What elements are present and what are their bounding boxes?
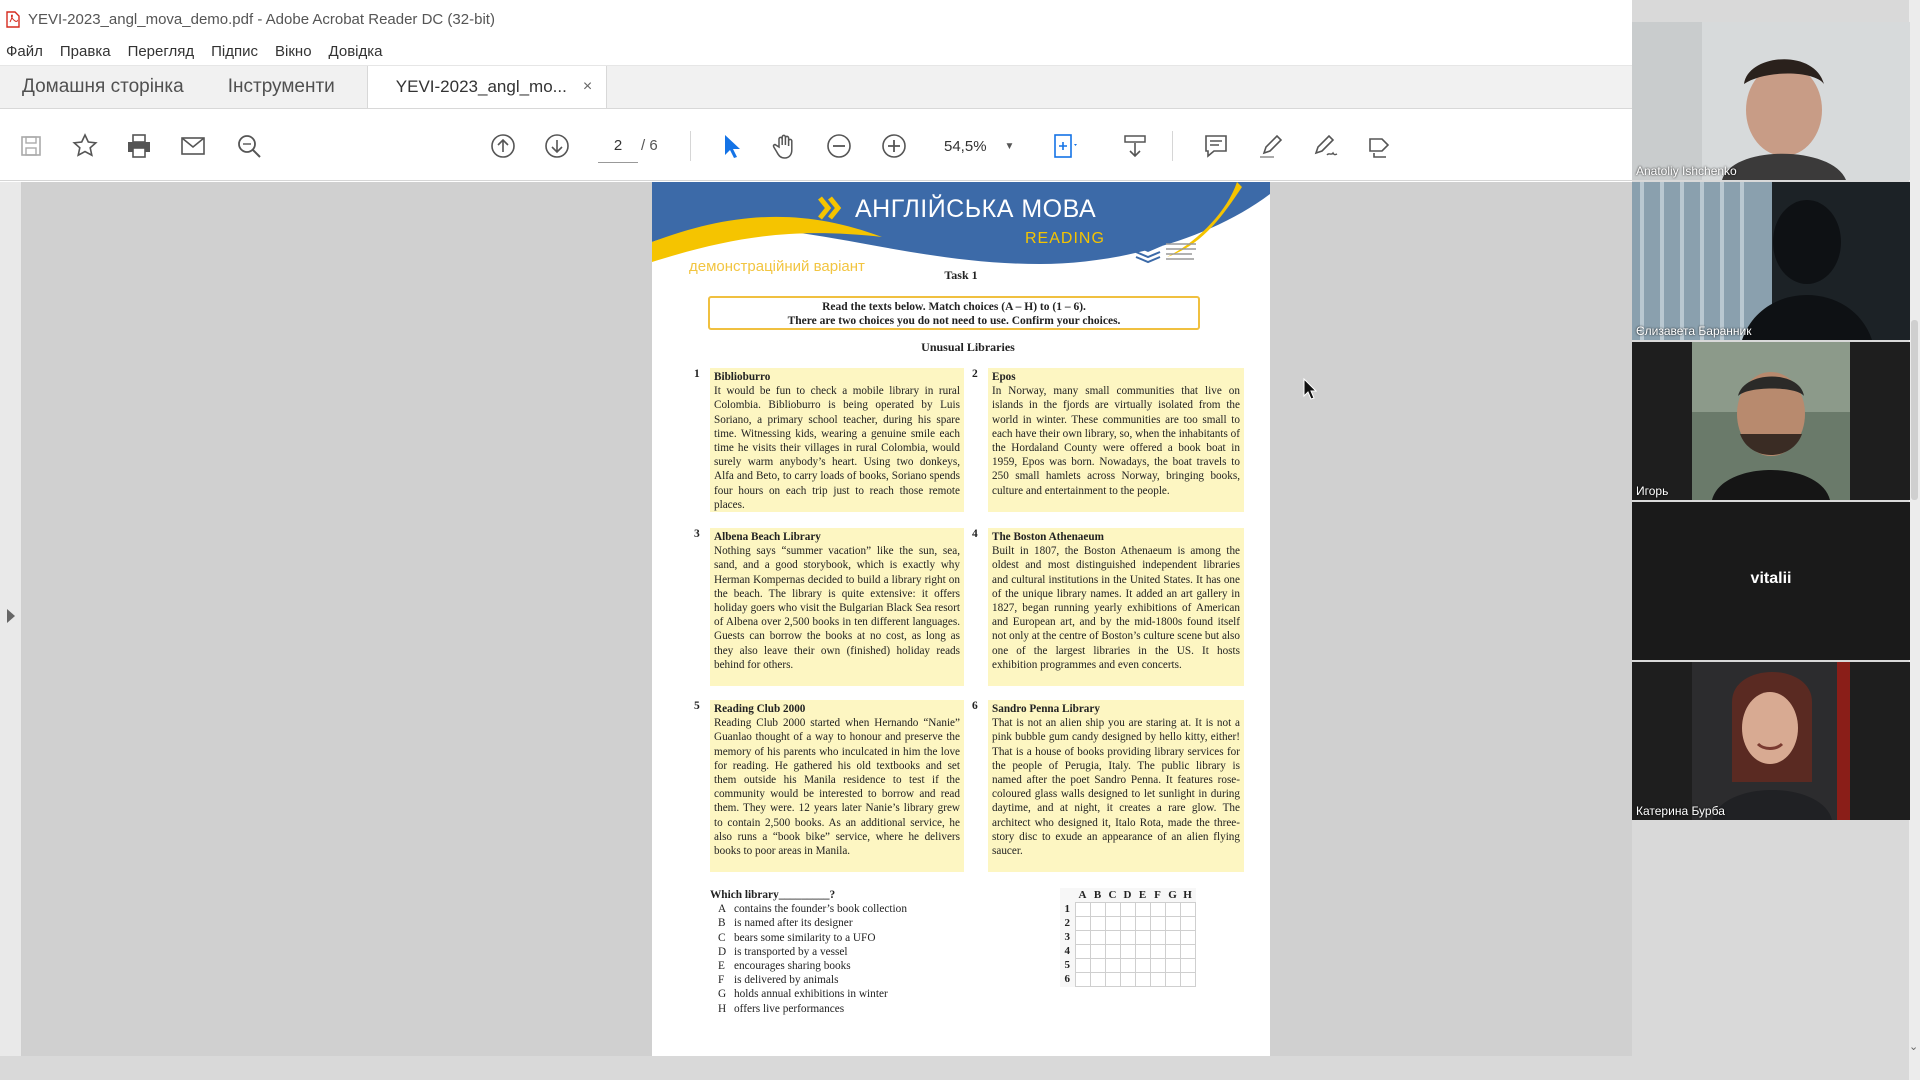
menu-window[interactable]: Вікно xyxy=(275,43,312,60)
answer-cell xyxy=(1075,902,1090,916)
answer-cell xyxy=(1180,902,1195,916)
answer-cell xyxy=(1180,972,1195,986)
answer-cell xyxy=(1090,972,1105,986)
grid-row-header: 6 xyxy=(1064,973,1070,985)
fit-page-icon[interactable] xyxy=(1048,129,1082,163)
menu-help[interactable]: Довідка xyxy=(328,43,383,60)
answer-cell xyxy=(1105,944,1120,958)
chevron-right-icon xyxy=(7,609,15,623)
text-body: In Norway, many small communities that live on islands in the fjords are virtually isolated from the world in winter. These communities are too small to each have their own library, so, when the inhabitants of the Hordaland County were offered a book boat in 1959, Epos was born. Nowadays, the boat travels to 250 small hamlets across Norway, bringing books, culture and entertainment to the people. xyxy=(992,385,1240,497)
text-box xyxy=(988,700,1244,872)
tab-bar xyxy=(0,66,1632,109)
answer-cell xyxy=(1135,930,1150,944)
hand-tool-icon[interactable] xyxy=(768,129,802,163)
text-box xyxy=(710,528,964,686)
question-list xyxy=(710,888,907,1016)
grid-column-header: E xyxy=(1138,888,1147,901)
text-body: Built in 1807, the Boston Athenaeum is among the oldest and most distinguished independent libraries and cultural institutions in the United States. It has one of the unique library names. It added an art gallery in 1827, began running yearly exhibitions of American and European art, and by the mid-1800s found itself not only at the centre of Boston’s culture scene but also one of the largest libraries in the US. It hosts exhibition programmes and even concerts. xyxy=(992,545,1240,671)
banner-demo-label: демонстраційний варіант xyxy=(689,258,865,275)
comment-icon[interactable] xyxy=(1199,129,1233,163)
answer-cell xyxy=(1135,916,1150,930)
answer-cell xyxy=(1180,916,1195,930)
choice-item: A contains the founder’s book collection xyxy=(718,903,907,916)
answer-cell xyxy=(1090,916,1105,930)
participant-video xyxy=(1632,662,1910,820)
text-body: It would be fun to check a mobile library in rural Colombia. Biblioburro is being operated by Luis Soriano, a primary school teacher, during his spare time. Witnessing kids, wearing a genuine smile each time he visits their villages in rural Colombia, would surely warm anybody’s heart. Using two donkeys, Alfa and Beto, to carry loads of books, Soriano spends four hours on each trip just to reach those remote places. xyxy=(714,385,960,511)
answer-cell xyxy=(1135,902,1150,916)
text-heading: Biblioburro xyxy=(714,371,771,383)
answer-cell xyxy=(1120,972,1135,986)
text-heading: Sandro Penna Library xyxy=(992,703,1100,715)
left-panel-toggle[interactable] xyxy=(0,182,22,1056)
chevron-down-icon: ▼ xyxy=(1004,140,1015,152)
text-number: 3 xyxy=(694,528,700,540)
answer-cell xyxy=(1120,902,1135,916)
choice-item: G holds annual exhibitions in winter xyxy=(718,988,888,1001)
answer-cell xyxy=(1090,902,1105,916)
banner-subtitle: READING xyxy=(1025,230,1105,247)
participant-tile[interactable] xyxy=(1632,502,1910,660)
answer-cell xyxy=(1075,930,1090,944)
answer-cell xyxy=(1135,972,1150,986)
text-body: Nothing says “summer vacation” like the sun, sea, sand, and a good storybook, which is exactly why Herman Kompernas decided to build a library right on the beach. The library is quite extensive: it offers holiday goers who visit the Bulgarian Black Sea resort of Albena over 2,500 books in ten different languages. Guests can borrow the books at no cost, as long as they also leave their own (finished) holiday reads behind for others. xyxy=(714,545,960,671)
text-number: 5 xyxy=(694,700,700,712)
section-title: Unusual Libraries xyxy=(921,340,1015,354)
text-box xyxy=(988,368,1244,512)
answer-cell xyxy=(1165,930,1180,944)
answer-cell xyxy=(1090,930,1105,944)
answer-cell xyxy=(1135,944,1150,958)
answer-cell xyxy=(1105,972,1120,986)
choice-item: D is transported by a vessel xyxy=(718,945,848,958)
sign-icon[interactable] xyxy=(1308,129,1342,163)
document-workspace[interactable] xyxy=(0,182,1632,1056)
grid-column-header: H xyxy=(1183,888,1192,901)
page-number-input[interactable]: 2 xyxy=(598,129,638,163)
text-heading: The Boston Athenaeum xyxy=(992,531,1104,543)
page-total: / 6 xyxy=(641,137,658,154)
answer-cell xyxy=(1150,916,1165,930)
text-box xyxy=(988,528,1244,686)
mouse-cursor-icon xyxy=(1303,378,1317,400)
text-body: That is not an alien ship you are staring at. It is not a pink bubble gum candy designed by hello kitty, either! That is a house of books providing library services for the people of Perugia, Italy. The public library is named after the poet Sandro Penna. It features rose-coloured glass walls designed to let sunlight in during daytime, and at night, it creates a rare glow. The architect who designed it, Italo Rota, made the three-story disc to exude an appearance of an alien flying saucer. xyxy=(992,717,1240,858)
scrollbar[interactable] xyxy=(1909,0,1920,1080)
text-heading: Reading Club 2000 xyxy=(714,703,806,715)
answer-cell xyxy=(1105,930,1120,944)
choice-item: C bears some similarity to a UFO xyxy=(718,931,876,944)
video-call-panel xyxy=(1632,22,1910,822)
email-icon[interactable] xyxy=(176,129,210,163)
grid-column-header: D xyxy=(1123,888,1132,901)
answer-cell xyxy=(1165,944,1180,958)
answer-cell xyxy=(1090,944,1105,958)
menu-view[interactable]: Перегляд xyxy=(127,43,195,60)
participant-name: Катерина Бурба xyxy=(1636,804,1725,818)
title-bar xyxy=(0,0,1632,38)
answer-cell xyxy=(1105,916,1120,930)
answer-cell xyxy=(1120,958,1135,972)
answer-cell xyxy=(1105,958,1120,972)
testing-center-logo-icon xyxy=(1132,238,1202,268)
print-icon[interactable] xyxy=(122,129,156,163)
close-tab-icon[interactable]: × xyxy=(582,78,593,95)
answer-grid xyxy=(1060,888,1196,987)
zoom-out-icon[interactable] xyxy=(822,129,856,163)
menu-sign[interactable]: Підпис xyxy=(211,43,259,60)
answer-cell xyxy=(1180,930,1195,944)
tab-document[interactable] xyxy=(367,66,607,108)
toolbar xyxy=(0,109,1632,181)
text-number: 4 xyxy=(972,528,978,540)
participant-name: Anatoliy Ishchenko xyxy=(1636,164,1737,178)
participant-video xyxy=(1632,342,1910,500)
answer-cell xyxy=(1165,902,1180,916)
answer-cell xyxy=(1150,958,1165,972)
answer-cell xyxy=(1150,972,1165,986)
chevron-down-icon[interactable]: ⌄ xyxy=(1909,1041,1919,1053)
answer-cell xyxy=(1120,916,1135,930)
answer-cell xyxy=(1075,916,1090,930)
text-box xyxy=(710,368,964,512)
tab-home[interactable]: Домашня сторінка xyxy=(22,76,184,97)
next-page-icon[interactable] xyxy=(540,129,574,163)
grid-column-header: G xyxy=(1168,888,1177,901)
text-heading: Epos xyxy=(992,371,1016,383)
grid-column-header: C xyxy=(1108,888,1117,901)
scrollbar-thumb[interactable] xyxy=(1911,320,1918,500)
question-title: Which library_________? xyxy=(710,889,836,901)
grid-row-header: 2 xyxy=(1064,917,1070,929)
grid-column-header: F xyxy=(1154,888,1161,901)
answer-cell xyxy=(1075,944,1090,958)
grid-row-header: 1 xyxy=(1064,903,1070,915)
zoom-level-select[interactable] xyxy=(930,129,1020,163)
share-icon[interactable] xyxy=(1362,129,1396,163)
grid-row-header: 3 xyxy=(1064,931,1070,943)
participant-tile[interactable] xyxy=(1632,662,1910,820)
answer-cell xyxy=(1165,916,1180,930)
instruction-line: Read the texts below. Match choices (A – H) to (1 – 6). xyxy=(822,301,1086,313)
participant-video xyxy=(1632,22,1910,180)
task-title: Task 1 xyxy=(944,268,978,282)
save-icon[interactable] xyxy=(14,129,48,163)
participant-video xyxy=(1632,182,1910,340)
participant-tile[interactable] xyxy=(1632,182,1910,340)
grid-row-header: 4 xyxy=(1064,945,1070,957)
participant-tile[interactable] xyxy=(1632,22,1910,180)
toolbar-divider xyxy=(690,131,691,161)
answer-cell xyxy=(1180,958,1195,972)
answer-cell xyxy=(1180,944,1195,958)
grid-column-header: A xyxy=(1078,888,1087,901)
participant-name: Єлизавета Баранник xyxy=(1636,324,1752,338)
instructions-box xyxy=(708,296,1200,330)
answer-cell xyxy=(1165,972,1180,986)
choice-item: E encourages sharing books xyxy=(718,960,851,973)
tab-document-label: YEVI-2023_angl_mo... xyxy=(395,77,567,96)
answer-cell xyxy=(1150,930,1165,944)
choice-item: F is delivered by animals xyxy=(718,974,839,987)
answer-cell xyxy=(1075,958,1090,972)
menu-edit[interactable]: Правка xyxy=(59,43,111,60)
previous-page-icon[interactable] xyxy=(486,129,520,163)
text-number: 2 xyxy=(972,368,978,380)
zoom-in-icon[interactable] xyxy=(877,129,911,163)
search-icon[interactable] xyxy=(232,129,266,163)
highlight-pen-icon[interactable] xyxy=(1254,129,1288,163)
menu-file[interactable]: Файл xyxy=(6,43,43,60)
answer-cell xyxy=(1120,930,1135,944)
pdf-page xyxy=(652,182,1270,1056)
answer-cell xyxy=(1120,944,1135,958)
scroll-mode-icon[interactable] xyxy=(1118,129,1152,163)
grid-corner xyxy=(1060,888,1075,902)
text-box xyxy=(710,700,964,872)
answer-cell xyxy=(1135,958,1150,972)
answer-cell xyxy=(1165,958,1180,972)
grid-column-header: B xyxy=(1093,888,1102,901)
answer-cell xyxy=(1075,972,1090,986)
bookmark-star-icon[interactable] xyxy=(68,129,102,163)
participant-tile[interactable] xyxy=(1632,342,1910,500)
instruction-line: There are two choices you do not need to use. Confirm your choices. xyxy=(787,315,1121,327)
answer-cell xyxy=(1150,944,1165,958)
select-cursor-icon[interactable] xyxy=(714,129,748,163)
answer-cell xyxy=(1105,902,1120,916)
answer-cell xyxy=(1090,958,1105,972)
answer-cell xyxy=(1150,902,1165,916)
text-number: 6 xyxy=(972,700,978,712)
choice-item: H offers live performances xyxy=(718,1002,845,1015)
participant-name: Игорь xyxy=(1636,484,1669,498)
participant-name-placeholder: vitalii xyxy=(1750,570,1792,587)
text-number: 1 xyxy=(694,368,700,380)
tab-tools[interactable]: Інструменти xyxy=(227,76,335,97)
text-heading: Albena Beach Library xyxy=(714,531,821,543)
banner-title: АНГЛІЙСЬКА МОВА xyxy=(855,195,1097,223)
grid-row-header: 5 xyxy=(1064,959,1070,971)
choice-item: B is named after its designer xyxy=(718,917,853,930)
window-title: YEVI-2023_angl_mova_demo.pdf - Adobe Acrobat Reader DC (32-bit) xyxy=(28,10,495,28)
menu-bar xyxy=(0,38,1632,66)
toolbar-divider xyxy=(1172,131,1173,161)
zoom-level-value: 54,5% xyxy=(944,137,987,155)
pdf-file-icon xyxy=(6,11,20,28)
text-body: Reading Club 2000 started when Hernando “Nanie” Guanlao thought of a way to honour and preserve the memory of his parents who inculcated in him the love for reading. He gathered his old textbooks and set them outside his Manila residence to test if the community would be interested to borrow and read them. They were. 12 years later Nanie’s library grew to contain 2,500 books. As an additional service, he also runs a “book bike” service, where he delivers books to poor areas in Manila. xyxy=(714,717,960,858)
